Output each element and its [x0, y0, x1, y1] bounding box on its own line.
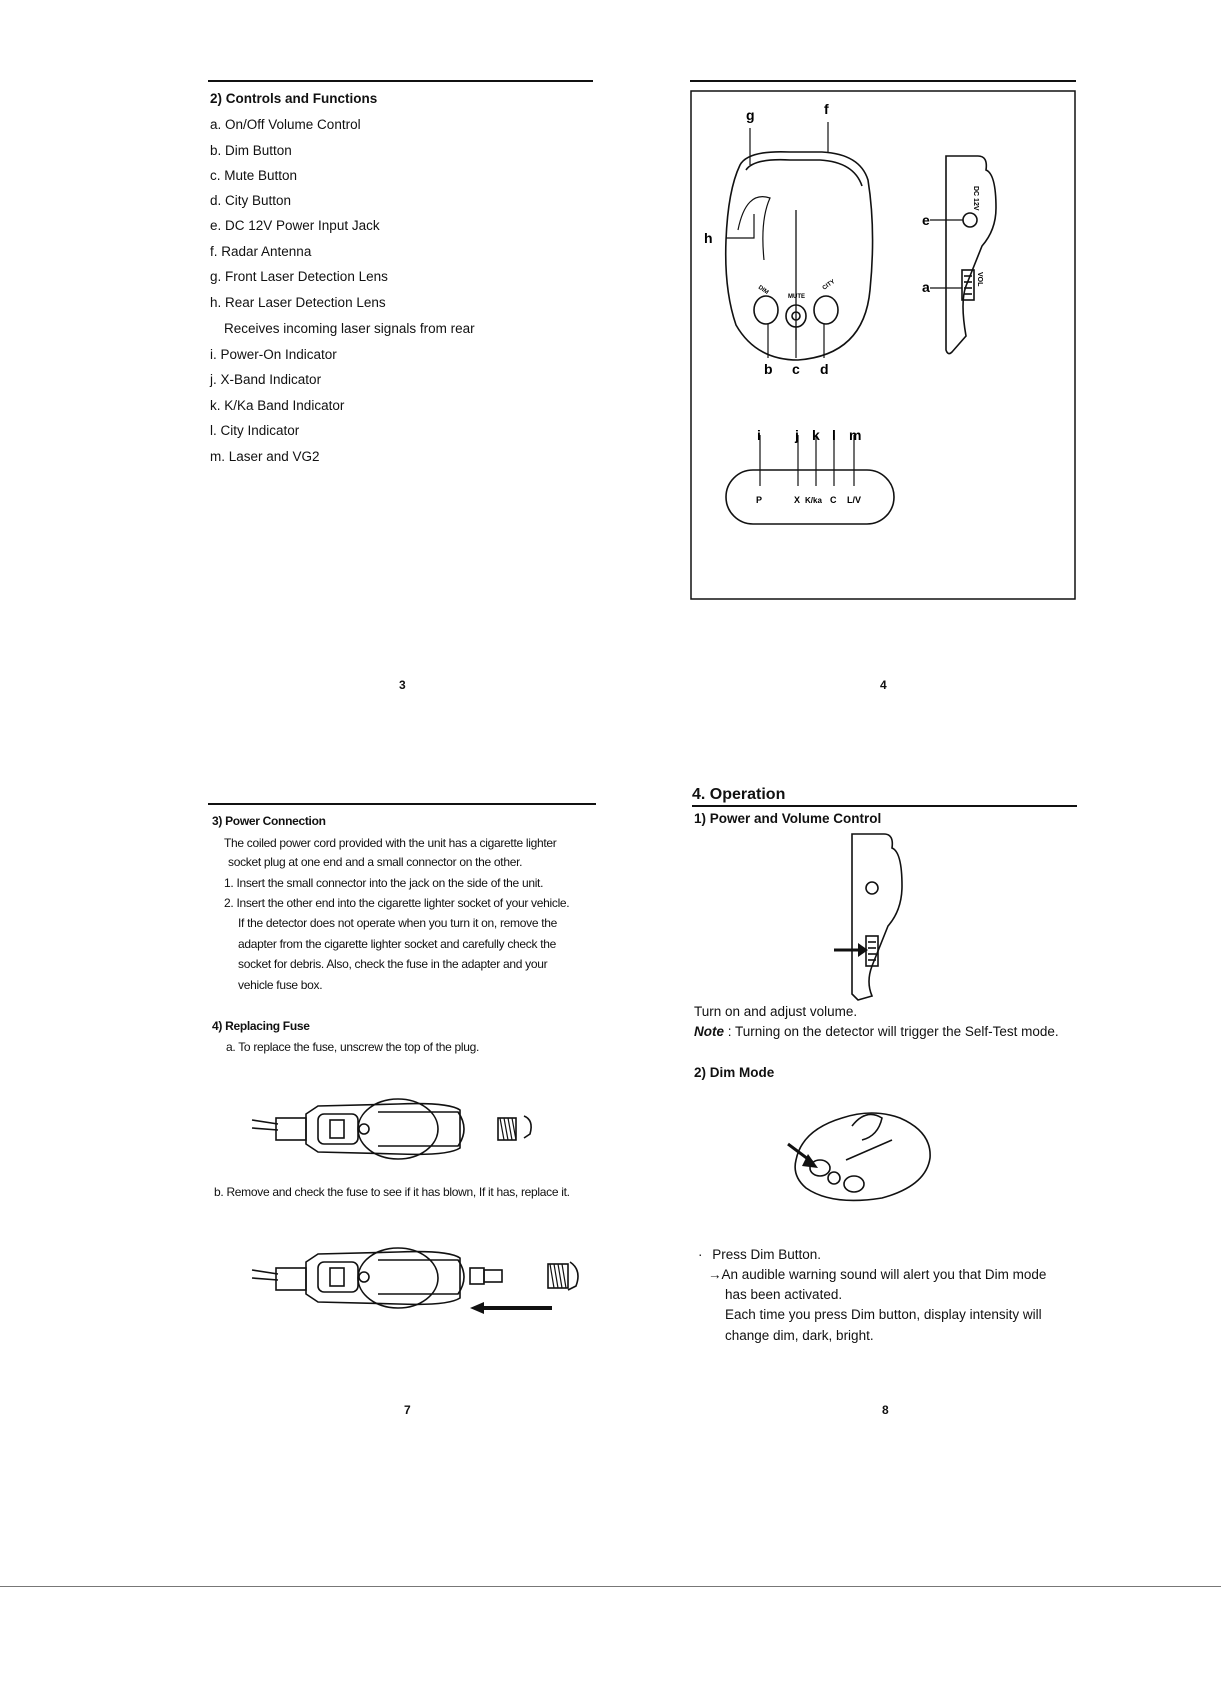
page7-top-rule: [208, 803, 596, 805]
dim-label: DIM: [756, 284, 770, 296]
power-step-2-note: vehicle fuse box.: [238, 978, 323, 992]
callout-e: e: [922, 212, 930, 228]
page-number-7: 7: [404, 1403, 411, 1417]
city-label: CITY: [821, 278, 837, 292]
volume-control-illustration: [830, 830, 930, 1002]
list-item: i. Power-On Indicator: [210, 347, 337, 362]
dc-label: DC 12V: [972, 186, 979, 211]
power-step-1: 1. Insert the small connector into the jack on the side of the unit.: [224, 876, 544, 890]
list-item: c. Mute Button: [210, 168, 298, 183]
power-step-2-note: socket for debris. Also, check the fuse in the adapter and your: [238, 957, 548, 971]
power-step-2-note: If the detector does not operate when you turn it on, remove the: [238, 916, 558, 930]
callout-a: a: [922, 279, 930, 295]
callout-b: b: [764, 361, 773, 377]
note-text: : Turning on the detector will trigger the Self-Test mode.: [724, 1024, 1059, 1039]
callout-c: c: [792, 361, 800, 377]
page-number-4: 4: [880, 678, 887, 692]
power-intro-line: The coiled power cord provided with the unit has a cigarette lighter: [224, 836, 557, 850]
scan-edge-line: [0, 1586, 1221, 1587]
list-item: b. Dim Button: [210, 143, 292, 158]
dim-mode-heading: 2) Dim Mode: [694, 1065, 775, 1080]
indicator-lv: L/V: [847, 495, 862, 505]
power-step-2: 2. Insert the other end into the cigarette lighter socket of your vehicle.: [224, 896, 570, 910]
page-number-3: 3: [399, 678, 406, 692]
list-item: j. X-Band Indicator: [210, 372, 322, 387]
note-line: [694, 1024, 1059, 1039]
list-item: d. City Button: [210, 193, 292, 208]
press-dim-text: Press Dim Button.: [712, 1247, 822, 1262]
page8-top-rule: [692, 805, 1077, 807]
dim-button-illustration: [782, 1096, 942, 1206]
callout-h: h: [704, 230, 713, 246]
page4-top-rule: [690, 80, 1076, 82]
list-item: f. Radar Antenna: [210, 244, 312, 259]
callout-d: d: [820, 361, 829, 377]
operation-title: 4. Operation: [692, 786, 786, 803]
list-item: e. DC 12V Power Input Jack: [210, 218, 380, 233]
power-step-2-note: adapter from the cigarette lighter socket and carefully check the: [238, 937, 557, 951]
list-item: l. City Indicator: [210, 423, 300, 438]
callout-j: j: [795, 427, 799, 443]
indicator-lines: [760, 435, 854, 486]
power-connection-heading: 3) Power Connection: [212, 814, 326, 828]
plug-unscrew-illustration: [248, 1090, 538, 1170]
controls-heading: 2) Controls and Functions: [210, 91, 378, 106]
intensity-cont: change dim, dark, bright.: [725, 1328, 874, 1343]
callout-k: k: [812, 427, 820, 443]
note-label: Note: [694, 1024, 724, 1039]
mute-label: MUTE: [788, 294, 805, 300]
fuse-step-a: a. To replace the fuse, unscrew the top of the plug.: [226, 1040, 480, 1054]
indicator-c: C: [830, 495, 837, 505]
intensity-line: Each time you press Dim button, display intensity will: [725, 1307, 1042, 1322]
callout-g: g: [746, 107, 755, 123]
power-intro-line: socket plug at one end and a small connector on the other.: [228, 855, 523, 869]
arrow-icon: →: [708, 1267, 722, 1282]
fuse-removal-illustration: [248, 1240, 588, 1320]
alert-cont: has been activated.: [725, 1287, 843, 1302]
alert-text: An audible warning sound will alert you that Dim mode: [721, 1267, 1047, 1282]
list-item: h. Rear Laser Detection Lens: [210, 295, 386, 310]
callout-lines: [726, 122, 828, 358]
page-number-8: 8: [882, 1403, 889, 1417]
indicator-p: P: [756, 495, 763, 505]
list-item: Receives incoming laser signals from rear: [224, 321, 475, 336]
callout-l: l: [832, 427, 836, 443]
turn-on-text: Turn on and adjust volume.: [694, 1004, 858, 1019]
page3-top-rule: [208, 80, 593, 82]
list-item: a. On/Off Volume Control: [210, 117, 361, 132]
bullet: ·: [698, 1247, 703, 1262]
replacing-fuse-heading: 4) Replacing Fuse: [212, 1019, 310, 1033]
indicator-x: X: [794, 495, 801, 505]
list-item: k. K/Ka Band Indicator: [210, 398, 345, 413]
fuse-step-b: b. Remove and check the fuse to see if it has blown, If it has, replace it.: [214, 1185, 570, 1199]
list-item: m. Laser and VG2: [210, 449, 320, 464]
press-line: [698, 1247, 821, 1262]
callout-m: m: [849, 427, 862, 443]
callout-i: i: [757, 427, 761, 443]
callout-f: f: [824, 101, 829, 117]
list-item: g. Front Laser Detection Lens: [210, 269, 388, 284]
alert-line: [708, 1267, 1046, 1282]
detector-side-view: [946, 156, 996, 354]
vol-label: VOL: [976, 272, 983, 287]
power-volume-heading: 1) Power and Volume Control: [694, 811, 882, 826]
detector-top-view: [726, 152, 873, 360]
indicator-kka: K/ka: [805, 496, 822, 505]
controls-diagram: [690, 90, 1077, 602]
